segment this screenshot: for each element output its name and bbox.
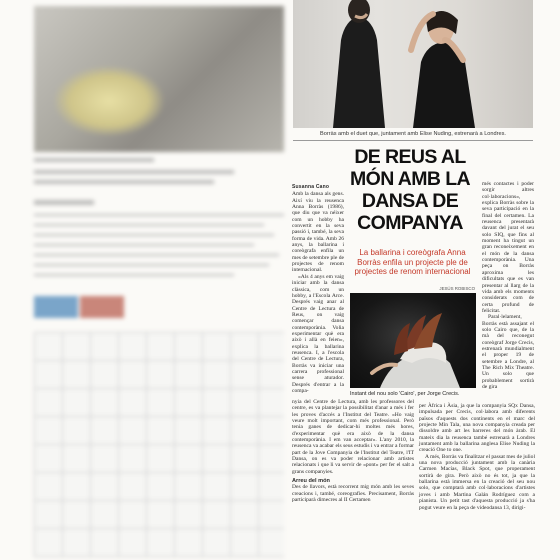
paragraph: «Als 4 anys em vaig iniciar amb la dansa clàssica, com un hobby, a l'Escola Arce. Després vaig anar al Centre de Lectura de Reus, on vaig començar dansa contemporània. Volia experimentar què era això i allà en feien», explica la ballarina reusenca. I, a l'escola del Centre de Lectura, Borràs va iniciar una carrera professional sense aturador. Després d'entrar a la compa-	[292, 273, 344, 394]
blurred-text-line	[34, 274, 234, 276]
paragraph: A més, Borràs va finalitzar el passat mes de juliol una nova producció juntament amb la canària Carmen Macías, Black Spot, que properament sortirà de gira. Però això no és tot, ja que la ballarina està immersa en la creació del seu nou solo, que comptarà amb col·laboracions d'artistes joves i amb Martina Galán Rodríguez com a pianista. Un petit tast d'aquesta producció ja s'ha pogut veure en la peça de videodansa 13, dirigi-	[419, 453, 535, 511]
blurred-text-line	[34, 158, 154, 162]
paragraph: més contactes i poder sorgir altres col·laboracions», explica Borràs sobre la seva participació en la final del certamen. La reusenca presentarà davant del jurat el seu solo SIQ, que fins al moment ha tingut un gran reconeixement en el món de la dansa contemporània. Una peça on Borràs aproxima les dificultats que es van presentar al llarg de la vida amb els moments considerats com de certa profund de felicitat.	[482, 181, 534, 314]
article-subhead: La ballarina i coreògrafa Anna Borràs enfila un projecte ple de projectes de renom internacional	[354, 248, 471, 277]
section-subtitle: Arreu del món	[292, 478, 330, 485]
blurred-text-line	[34, 244, 254, 246]
photo-credit: JESÚS ROBISCO	[439, 286, 475, 291]
blurred-text-line	[34, 264, 269, 266]
blurred-text-line	[34, 224, 264, 226]
photo-caption-mid: Instant del nou solo 'Cairo', per Jorge Crecis.	[350, 391, 460, 397]
blurred-text-line	[34, 254, 279, 256]
article-column-3	[482, 181, 534, 390]
blurred-photo	[34, 6, 284, 152]
paragraph: nyia del Centre de Lectura, amb les professores del centre, es va plantejar la possibilitat d'anar a més i fer les proves d'accés a l'Institut del Teatre. «Ho vaig veure molt important, com més professional. Però tenia ganes de dedicar-hi moltes més hores, d'experimentar què era això de la dansa contemporània. I em van acceptar». L'any 2010, la reusenca va acabar els seus estudis i va entrar a formar part de la Jove Companyia de l'Institut del Teatre, l'IT Dansa, on es va poder relacionar amb artistes relacionats i que li va servir de «pont» per fer el salt a grans companyies.	[292, 399, 414, 475]
article-column-1	[292, 184, 344, 394]
blurred-puzzle-grid	[34, 332, 284, 557]
dancers-illustration	[293, 0, 533, 128]
paragraph: per Àfrica i Àsia, ja que la companyia SQx Dansa, impulsada per Crecis, col·labora amb diferents països d'aquests dos continents en el marc del projecte Min Tala, una nova companyia creada per dissoldre amb art les barreres del món àrab. El mateix dia la reusenca també estrenarà a Londres juntament amb la ballarina anglesa Elise Nuding la creació One to one.	[419, 403, 535, 454]
divider-line	[293, 140, 533, 141]
article-column-bottom-left	[292, 399, 414, 504]
headline-line: DE REUS AL	[354, 146, 466, 168]
dancer-photo	[350, 293, 476, 388]
photo-caption-top: Borràs amb el duet que, juntament amb Elise Nuding, estrenarà a Londres.	[320, 131, 506, 137]
blurred-text-line	[34, 200, 94, 205]
blurred-text-line	[34, 170, 234, 174]
headline-line: COMPANYA	[357, 212, 463, 234]
article-column-bottom-right	[419, 403, 535, 511]
paragraph: Paral·lelament, Borràs està assajant el solo Cairo que, de la mà del reconegut coreògraf Jorge Crecis, estrenarà mundialment el proper 19 de setembre a Londre, al The Rich Mix Theatre. Un solo que probablement sortirà de gira	[482, 314, 534, 390]
blurred-text-line	[34, 180, 214, 184]
byline: Susanna Cano	[292, 184, 330, 190]
paragraph: Amb la dansa als gens. Així viu la reusenca Anna Borràs (1986), que diu que va néixer com un hobby ha convertit en la seva passió i, també, la seva forma de vida. Amb 26 anys, la ballarina i coreògrafa enfila un mes de setembre ple de projectes de renom internacional.	[292, 191, 344, 274]
blurred-blue-box	[34, 296, 78, 318]
headline-line: MÓN AMB LA	[350, 168, 471, 190]
blurred-text-line	[34, 214, 284, 216]
paragraph: Des de llavors, està recorrent mig món amb les seves creacions i, també, coreografies. Precisament, Borràs participarà dimecres al II Certamen	[292, 484, 414, 504]
article-headline	[350, 146, 470, 234]
dancers-photo	[293, 0, 533, 128]
headline-line: DANSA DE	[361, 190, 459, 212]
dancer-illustration	[350, 293, 476, 388]
article-page	[290, 0, 560, 560]
blurred-text-line	[34, 234, 274, 236]
blurred-red-box	[80, 296, 124, 318]
